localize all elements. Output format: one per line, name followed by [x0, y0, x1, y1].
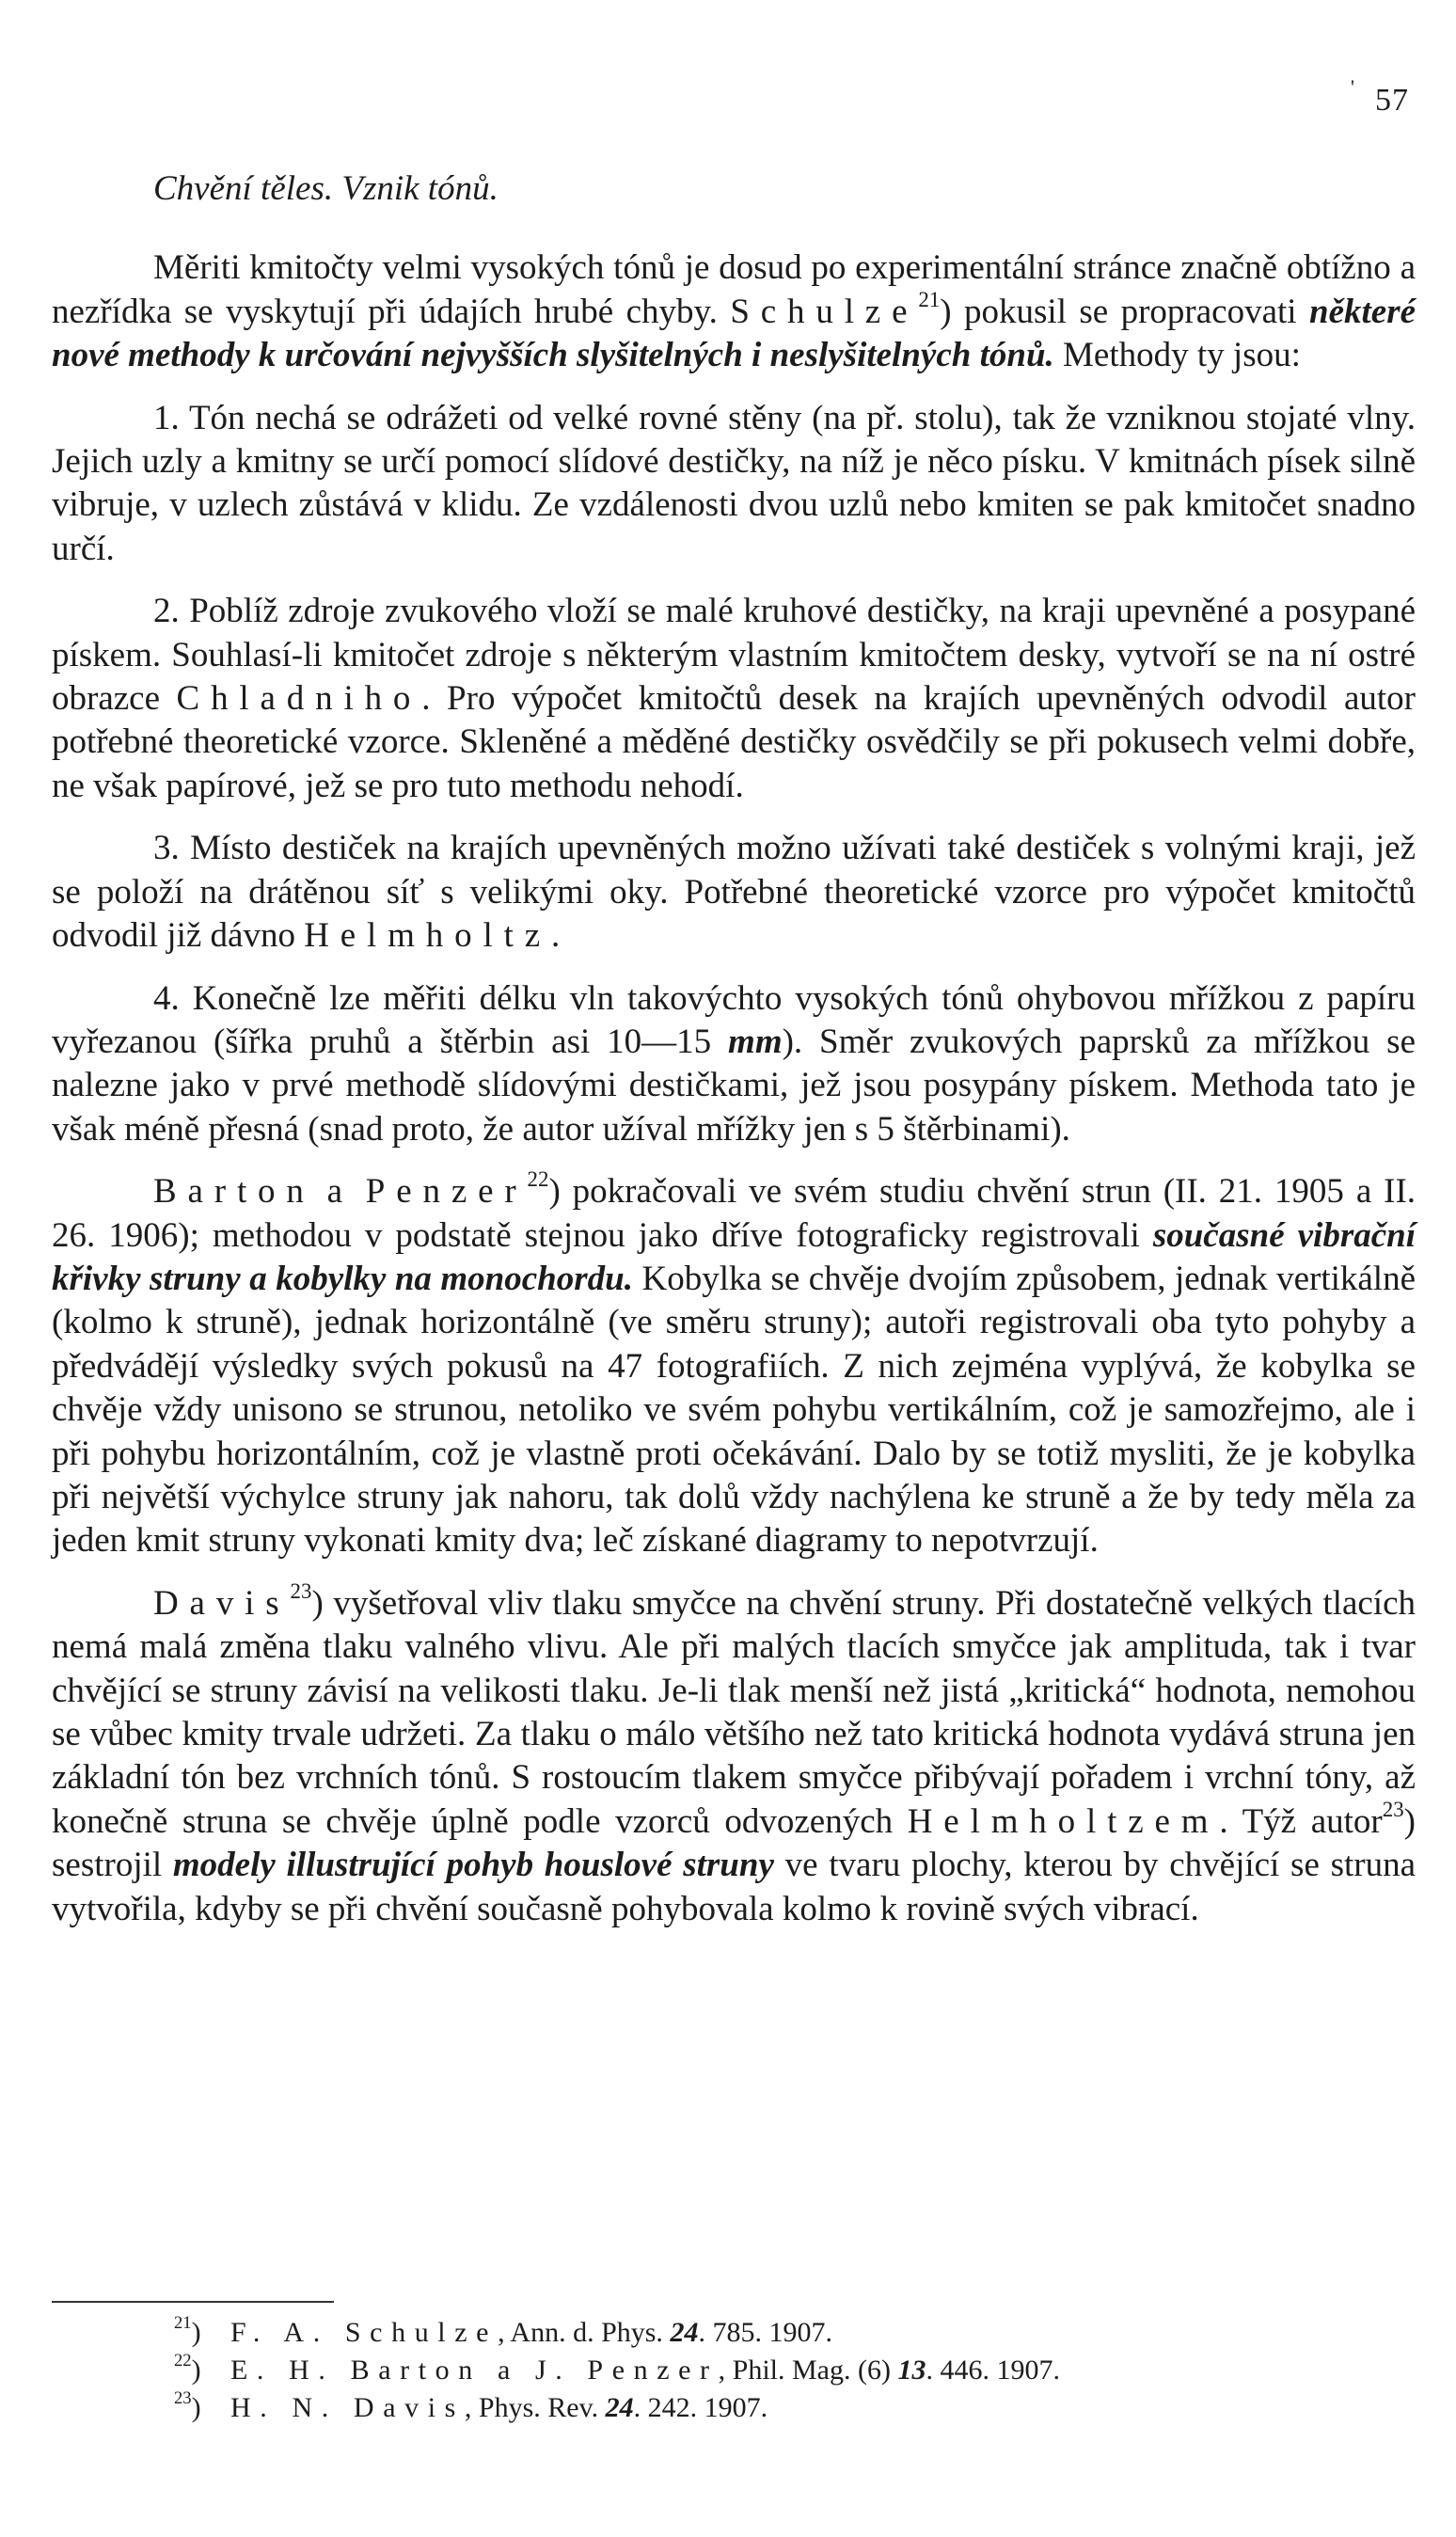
footnote-ref-23: 23	[290, 1578, 312, 1603]
intro-emphasis: některé nové methody k určování nejvyšších slyšitelných i neslyšitelných tónů.	[52, 292, 1416, 375]
paragraph-1: 1. Tón nechá se odrážeti od velké rovné stěny (na př. stolu), tak že vzniknou stojaté vlny. Jejich uzly a kmitny se určí pomocí slídové destičky, na níž je něco písku. V kmitnách písek silně vibruje, v uzlech zůstává v klidu. Ze vzdálenosti dvou uzlů nebo kmiten se pak kmitočet snadno určí.	[52, 398, 1416, 568]
p2-text-a: 2. Poblíž zdroje zvukového vloží se malé kruhové destičky, na kraji upevněné a posypané pískem. Souhlasí-li kmitočet zdroje s některým vlastním kmitočtem desky, vytvoří se na ní ostré obrazce	[52, 592, 1416, 719]
author-name-penzer: Penzer	[365, 1172, 528, 1212]
footnotes	[174, 2314, 1060, 2427]
footnote-journal: , Phys. Rev.	[464, 2392, 599, 2423]
paragraph-4	[52, 977, 1416, 1152]
intro-text-c: Methody ty jsou:	[1063, 336, 1301, 375]
section-heading: Chvění těles. Vznik tónů.	[153, 169, 499, 208]
unit-mm: mm	[728, 1022, 783, 1061]
author-name-helmholtzem: Helmholtzem	[907, 1801, 1220, 1841]
p2-text-b: . Pro výpočet kmitočtů desek na krajích upevněných odvodil autor potřebné theoretické vzorce. Skleněné a měděné destičky osvědčily se při pokusech velmi dobře, ne však papírové, jež se pro tuto methodu nehodí.	[52, 679, 1416, 805]
footnote-ref-22: 22	[527, 1166, 549, 1191]
paragraph-davis	[52, 1578, 1416, 1931]
page-number: 57	[1375, 83, 1409, 118]
p4-text-b: ). Směr zvukových paprsků za mřížkou se nalezne jako v prvé methodě slídovými destičkami, jež jsou posypány pískem. Methoda tato je však méně přesná (snad proto, že autor užíval mřížky jen s 5 štěrbinami).	[52, 1022, 1416, 1149]
footnote-ref-23-second: 23	[1382, 1797, 1404, 1821]
barton-emphasis: současné vibrační křivky struny a kobylky na monochordu.	[52, 1215, 1416, 1298]
p3-text-a: 3. Místo destiček na krajích upevněných možno užívati také destiček s volnými kraji, jež se položí na drátěnou síť s velikými oky. Potřebné theoretické vzorce pro výpočet kmitočtů odvodil již dávno	[52, 829, 1416, 956]
footnote-author: H. N. Davis	[230, 2392, 465, 2423]
footnote-journal: , Phil. Mag. (6)	[718, 2355, 891, 2386]
barton-text-b: Kobylka se chvěje dvojím způsobem, jednak vertikálně (kolmo k struně), jednak horizontálně (ve směru struny); autoři registrovali oba tyto pohyby a předvádějí výsledky svých pokusů na 47 fotografiích. Z nich zejména vyplývá, že kobylka se chvěje vždy unisono se strunou, netoliko ve svém pohybu vertikálním, což je samozřejmo, ale i při pohybu horizontálním, což je vlastně proti očekávání. Dalo by se totiž mysliti, že je kobylka při největší výchylce struny jak nahoru, tak dolů vždy nachýlena ke struně a že by tedy měla za jeden kmit struny vykonati kmity dva; leč získané diagramy to nepotvrzují.	[52, 1259, 1416, 1561]
footnote: $^{22}$) E. H. Barton a J. Penzer, Phil. Mag. (6) 13. 446. 1907.	[174, 2351, 1060, 2386]
paragraph-3	[52, 827, 1416, 958]
davis-emphasis: modely illustrující pohyb houslové struny	[172, 1846, 774, 1885]
paragraph-intro	[52, 246, 1416, 377]
footnote: $^{21}$) F. A. Schulze, Ann. d. Phys. 24. 785. 1907.	[174, 2313, 832, 2348]
footnote-volume: 24	[670, 2317, 699, 2348]
davis-text-b: . Týž autor	[1219, 1801, 1383, 1841]
footnote-number: 23	[174, 2388, 192, 2409]
main-text	[52, 167, 1416, 1950]
conjunction: a	[326, 1172, 354, 1212]
paragraph-barton	[52, 1166, 1416, 1563]
footnote-volume: 13	[897, 2355, 926, 2386]
footnote-author: E. H. Barton a J. Penzer	[230, 2355, 719, 2386]
author-name-helmholtz: Helmholtz	[304, 916, 551, 956]
paragraph-2	[52, 590, 1416, 808]
footnote-pages: . 446. 1907.	[926, 2355, 1060, 2386]
author-name-chladni: Chladniho	[176, 679, 422, 719]
intro-text-a: Měriti kmitočty velmi vysokých tónů je dosud po experimentální stránce značně obtížno a nezřídka se vyskytují při údajích hrubé chyby.	[52, 248, 1416, 331]
p4-text-a: 4. Konečně lze měřiti délku vln takovýchto vysokých tónů ohybovou mřížkou z papíru vyřezanou (šířka pruhů a štěrbin asi 10—15	[52, 978, 1416, 1061]
footnote-journal: , Ann. d. Phys.	[498, 2317, 663, 2348]
barton-text-a: ) pokračovali ve svém studiu chvění strun (II. 21. 1905 a II. 26. 1906); methodou v podstatě stejnou jako dříve fotograficky registrovali	[52, 1172, 1416, 1255]
footnote-ref-21: 21	[918, 287, 941, 311]
footnote-pages: . 785. 1907.	[698, 2317, 832, 2348]
author-name-schulze: Schulze	[730, 292, 919, 331]
footnote: $^{23}$) H. N. Davis, Phys. Rev. 24. 242. 1907.	[174, 2388, 768, 2423]
intro-text-b: ) pokusil se propracovati	[940, 292, 1297, 331]
footnote-number: 21	[174, 2313, 192, 2334]
author-name-davis: Davis	[153, 1583, 291, 1623]
footnote-number: 22	[174, 2351, 192, 2371]
davis-text-c: ) sestrojil	[52, 1801, 1416, 1885]
author-name-barton: Barton	[153, 1172, 315, 1212]
footnote-pages: . 242. 1907.	[633, 2392, 768, 2423]
davis-text-a: ) vyšetřoval vliv tlaku smyčce na chvění struny. Při dostatečně velkých tlacích nemá malá změna tlaku valného vlivu. Ale při malých tlacích smyčce jak amplituda, tak i tvar chvějící se struny závisí na velikosti tlaku. Je-li tlak menší než jistá „kritická“ hodnota, nemohou se vůbec kmity trvale udržeti. Za tlaku o málo většího než tato kritická hodnota vydává struna jen základní tón bez vrchních tónů. S rostoucím tlakem smyčce přibývají pořadem i vrchní tóny, až konečně struna se chvěje úplně podle vzorců odvozených	[52, 1583, 1416, 1841]
davis-text-d: ve tvaru plochy, kterou by chvějící se struna vytvořila, kdyby se při chvění současně pohybovala kolmo k rovině svých vibrací.	[52, 1846, 1416, 1928]
p3-text-b: .	[550, 916, 561, 956]
footnote-author: F. A. Schulze	[230, 2317, 499, 2348]
footnote-divider	[52, 2301, 334, 2303]
footnote-volume: 24	[605, 2392, 634, 2423]
margin-mark: '	[1351, 75, 1354, 99]
